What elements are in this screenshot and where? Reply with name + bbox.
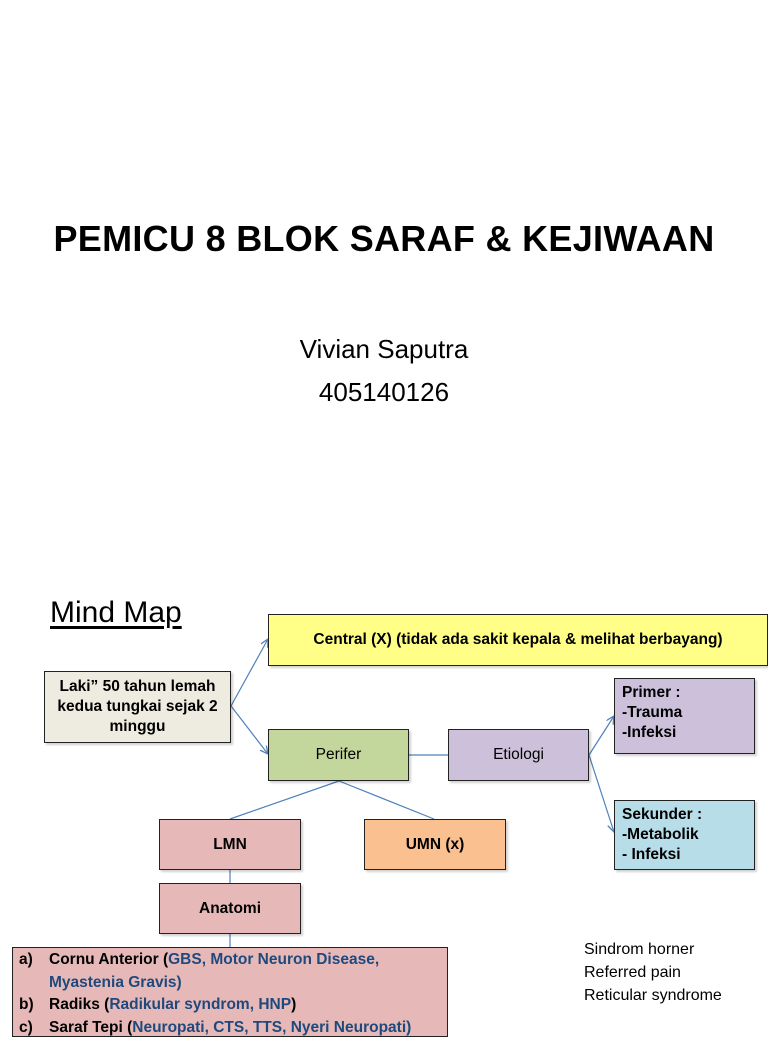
mindmap-heading: Mind Map [50, 596, 182, 630]
author-name: Vivian Saputra [0, 334, 768, 365]
list-detail: Myastenia Gravis) [49, 972, 182, 995]
connector-etiologi-sekunder [589, 755, 614, 832]
sekunder-item: - Infeksi [622, 845, 702, 865]
list-label: Radiks ( [49, 994, 109, 1017]
anatomy-item-b [19, 994, 441, 1017]
list-detail: Neuropati, CTS, TTS, Nyeri Neuropati) [132, 1017, 411, 1037]
anatomy-item-c [19, 1017, 441, 1037]
connector-perifer-umn [339, 781, 434, 819]
anatomy-item-a [19, 949, 441, 972]
connector-case-perifer [231, 706, 268, 754]
list-label: Saraf Tepi ( [49, 1017, 132, 1037]
sekunder-item: -Metabolik [622, 825, 702, 845]
list-detail: GBS, Motor Neuron Disease, [168, 949, 379, 972]
note-item: Reticular syndrome [584, 984, 722, 1007]
primer-item: -Infeksi [622, 723, 682, 743]
sekunder-box [614, 800, 755, 870]
slide-title: PEMICU 8 BLOK SARAF & KEJIWAAN [0, 218, 768, 260]
connector-perifer-lmn [230, 781, 339, 819]
etiologi-box: Etiologi [448, 729, 589, 781]
connector-case-central [231, 639, 268, 706]
perifer-box: Perifer [268, 729, 409, 781]
umn-box: UMN (x) [364, 819, 506, 870]
case-box: Laki” 50 tahun lemah kedua tungkai sejak 2 minggu [44, 671, 231, 743]
side-notes [584, 938, 722, 1007]
sekunder-title: Sekunder : [622, 805, 702, 825]
list-marker: a) [19, 949, 49, 972]
connector-etiologi-primer [589, 716, 614, 755]
list-label: Cornu Anterior ( [49, 949, 168, 972]
anatomi-box: Anatomi [159, 883, 301, 934]
primer-box [614, 678, 755, 754]
note-item: Referred pain [584, 961, 722, 984]
primer-item: -Trauma [622, 703, 682, 723]
list-marker: b) [19, 994, 49, 1017]
note-item: Sindrom horner [584, 938, 722, 961]
list-detail: Radikular syndrom, HNP [109, 994, 291, 1017]
list-marker: c) [19, 1017, 49, 1037]
anatomy-item-a-cont [19, 972, 441, 995]
student-id: 405140126 [0, 377, 768, 408]
lmn-box: LMN [159, 819, 301, 870]
central-box: Central (X) (tidak ada sakit kepala & melihat berbayang) [268, 614, 768, 666]
primer-title: Primer : [622, 683, 682, 703]
list-close: ) [291, 994, 296, 1017]
